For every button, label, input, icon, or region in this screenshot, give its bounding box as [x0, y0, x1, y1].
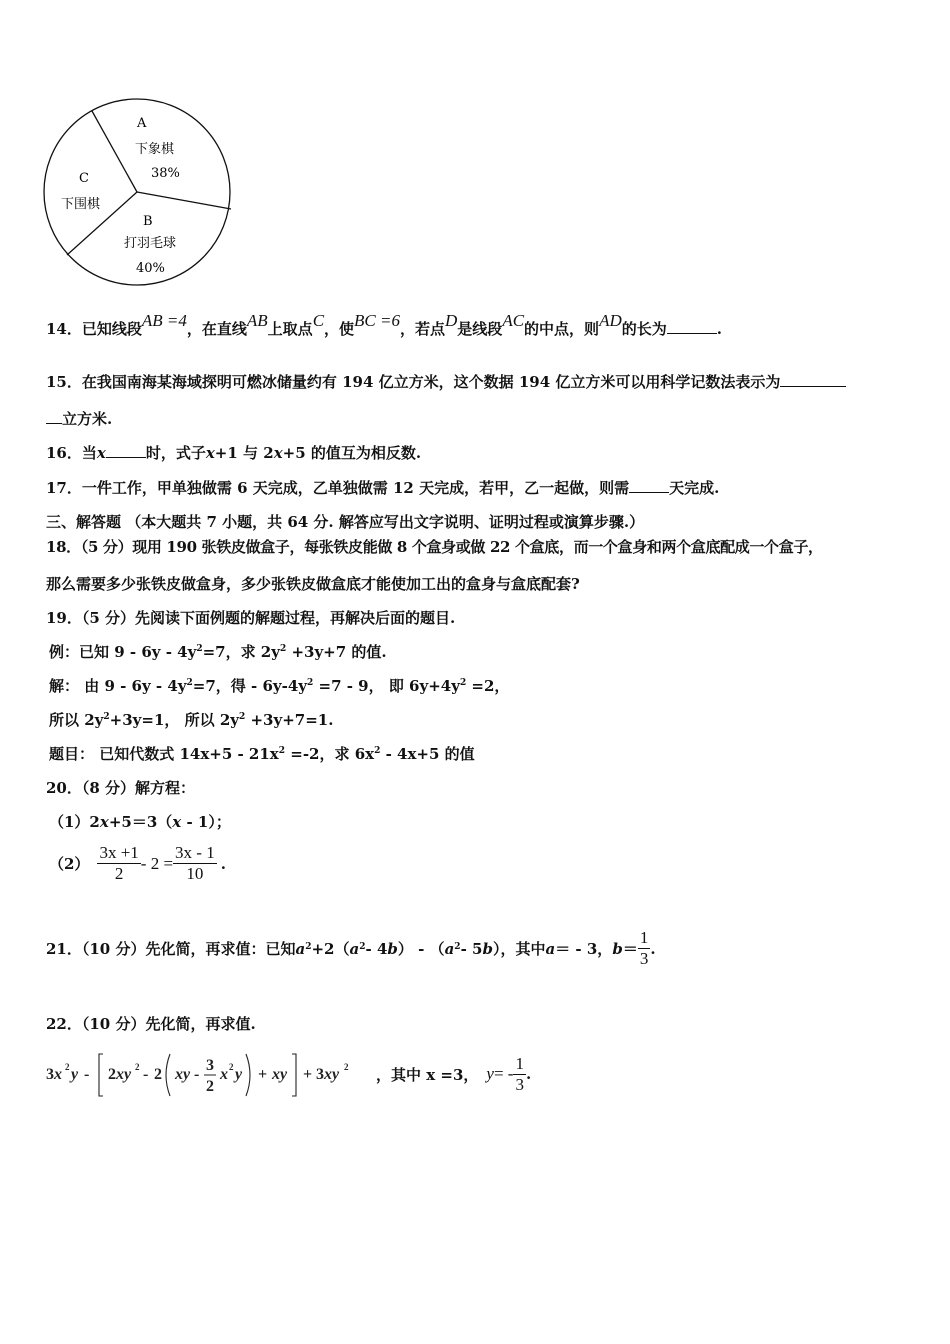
question-15-line-2: 立方米. [46, 408, 112, 429]
slice-b-label: 打羽毛球 [124, 236, 177, 251]
expr-term2: 2xy [108, 1066, 132, 1083]
expression-formula [46, 1048, 376, 1100]
question-16: 16．当x 时，式子x+1 与 2x+5 的值互为相反数. [46, 444, 422, 462]
question-20-part-2: （2） $\frac{3x +1}{2}$ - 2 = $\frac{3x - 1}{10}$ . [49, 843, 226, 883]
fraction-right: $\frac{3x - 1}{10}$ [175, 843, 215, 883]
expr-plus2: + [303, 1066, 313, 1083]
expr-frac-num: 3 [206, 1057, 214, 1074]
question-21: 21．（10 分）先化简，再求值：已知 a 2 +2（ a 2 - 4 b ） - （ a 2 - 5 b ），其中 a ＝ - 3， b ＝ $\frac{1}{3}$ . [46, 928, 656, 968]
expr-sup2: 2 [135, 1062, 140, 1072]
expr-minus3: - [194, 1066, 200, 1083]
section-3-heading: 三、解答题 （本大题共 7 小题，共 64 分. 解答应写出文字说明、证明过程或演算步骤.） [46, 513, 645, 531]
question-19-title: 19．（5 分）先阅读下面例题的解题过程，再解决后面的题目. [46, 609, 456, 627]
fraction-left: $\frac{3x +1}{2}$ [99, 843, 139, 883]
slice-b-letter: B [143, 214, 153, 229]
expr-plus1: + [258, 1066, 268, 1083]
question-19-example: 例：已知 $9 - 6y - 4y^2=7$，求 $2y^2 +3y+7$ 的值. [49, 643, 387, 661]
question-22-title: 22．（10 分）先化简，再求值. [46, 1015, 256, 1033]
answer-blank [629, 478, 669, 493]
expr-minus1: - [84, 1066, 90, 1083]
question-19-therefore: 所以 $2y^2+3y=1$， 所以 $2y^2 +3y+7=1$. [49, 711, 334, 729]
slice-c-letter: C [79, 171, 89, 186]
slice-c-label: 下围棋 [61, 197, 101, 212]
answer-blank [46, 409, 62, 424]
question-18-line-1: 18．（5 分）现用 190 张铁皮做盒子，每张铁皮能做 8 个盒身或做 22 个盒底，而一个盒身和两个盒底配成一个盒子， [46, 538, 823, 556]
bracket-left [99, 1054, 103, 1096]
fraction-one-third: $\frac{1}{3}$ [639, 928, 649, 968]
question-15-line-1: 15．在我国南海某海域探明可燃冰储量约有 194 亿立方米，这个数据 194 亿立方米可以用科学记数法表示为 [46, 371, 846, 392]
question-18-line-2: 那么需要多少张铁皮做盒身，多少张铁皮做盒底才能使加工出的盒身与盒底配套? [46, 575, 580, 593]
pie-chart [40, 95, 245, 295]
answer-blank [667, 319, 717, 334]
bracket-right [292, 1054, 296, 1096]
expr-y: y [235, 1066, 243, 1083]
expr-sup4: 2 [344, 1062, 349, 1072]
question-20-part-1: （1）2x+5＝3（x - 1）； [49, 813, 231, 831]
expr-sup3: 2 [229, 1062, 234, 1072]
paren-right [246, 1054, 250, 1096]
expr-xy2: xy [272, 1066, 288, 1083]
slice-a-label: 下象棋 [135, 142, 175, 157]
answer-blank [780, 372, 846, 387]
slice-b-pct: 40% [136, 261, 165, 276]
expr-term1: 3x [46, 1066, 62, 1083]
expr-term3: 3xy [316, 1066, 340, 1083]
pie-divider-a-c [92, 111, 137, 192]
paren-left [166, 1054, 170, 1096]
expr-x: x [220, 1066, 228, 1083]
question-19-solution: 解： 由 $9 - 6y - 4y^2=7$，得 - $6y-4y^2 =7 - 9$， 即 $6y+4y^2 =2$， [49, 677, 510, 695]
question-17: 17．一件工作，甲单独做需 6 天完成，乙单独做需 12 天完成，若甲，乙一起做，则需 天完成. [46, 479, 720, 497]
slice-a-letter: A [137, 116, 147, 131]
question-20-title: 20．（8 分）解方程： [46, 779, 196, 797]
pie-divider-a-b [137, 192, 231, 209]
question-14: 14．已知线段AB =4，在直线AB上取点C，使BC =6，若点D是线段AC的中点，则AD的长为 . [46, 311, 722, 338]
slice-a-pct: 38% [151, 166, 180, 181]
question-22-expression: 3x 2 y - 2xy 2 - 2 xy - 3 2 x 2 y + xy + 3xy 2 ，其中 x =3， y = - $\frac{1}{3}$ . [46, 1048, 531, 1100]
expr-sup1: 2 [65, 1062, 70, 1072]
expr-two: 2 [154, 1066, 162, 1083]
fraction-one-third-22: $\frac{1}{3}$ [515, 1053, 524, 1094]
expr-minus2: - [143, 1066, 149, 1083]
question-19-problem: 题目： 已知代数式 $14x+5 - 21x^2 =-2$，求 $6x^2 - 4x+5$ 的值 [49, 745, 475, 763]
expr-xy: xy [175, 1066, 191, 1083]
answer-blank [106, 443, 146, 458]
expr-frac-den: 2 [206, 1078, 214, 1095]
expr-term1-y: y [71, 1066, 79, 1083]
